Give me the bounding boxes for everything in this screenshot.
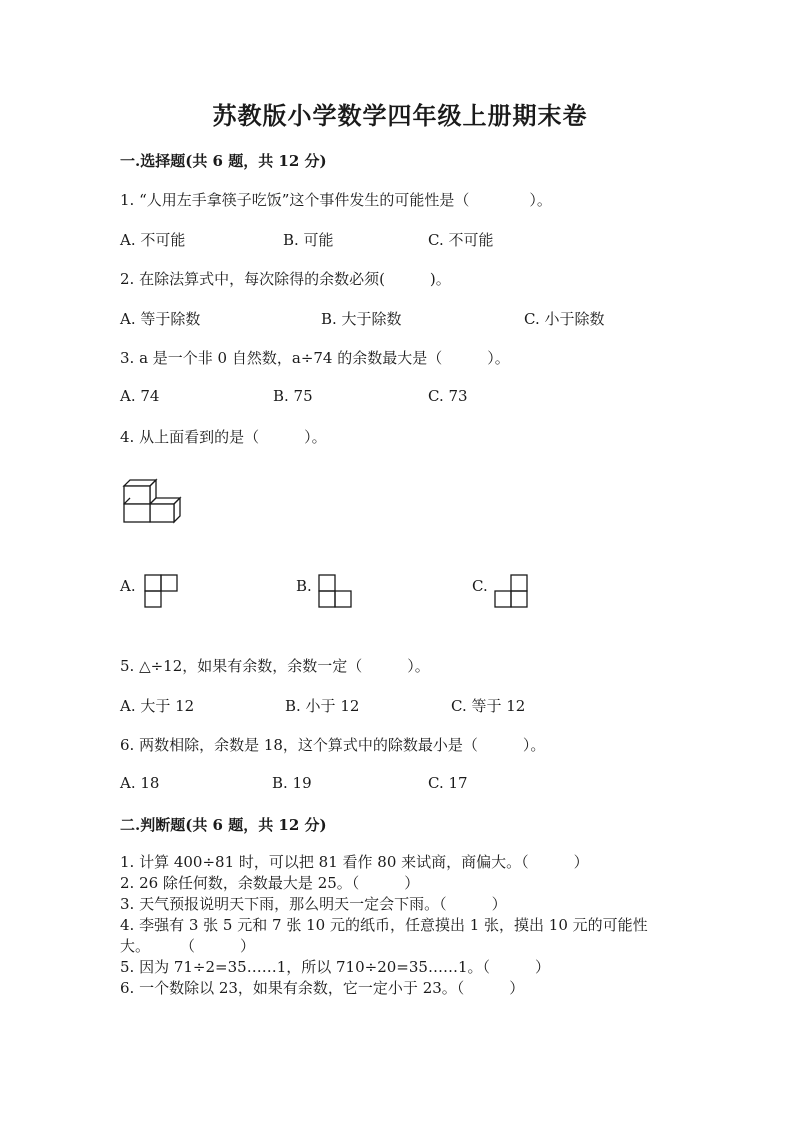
question-4: 4. 从上面看到的是（ ）。 [120, 428, 327, 446]
section-heading-choice: 一.选择题(共 6 题，共 12 分) [120, 152, 327, 170]
q6-option-b: B. 19 [272, 774, 312, 792]
judge-item-5: 5. 因为 71÷2=35……1，所以 710÷20=35……1。（ ） [120, 958, 550, 976]
q4-option-c-figure [494, 574, 528, 608]
q3-option-b: B. 75 [273, 387, 313, 405]
judge-item-2: 2. 26 除任何数，余数最大是 25。（ ） [120, 874, 420, 892]
q2-option-a: A. 等于除数 [120, 310, 201, 328]
judge-item-6: 6. 一个数除以 23，如果有余数，它一定小于 23。（ ） [120, 979, 525, 997]
q1-option-b: B. 可能 [283, 231, 334, 249]
question-1: 1. “人用左手拿筷子吃饭”这个事件发生的可能性是（ ）。 [120, 191, 552, 209]
judge-item-1: 1. 计算 400÷81 时，可以把 81 看作 80 来试商，商偏大。（ ） [120, 853, 589, 871]
q4-option-b: B. [296, 577, 312, 595]
judge-item-4: 4. 李强有 3 张 5 元和 7 张 10 元的纸币，任意摸出 1 张，摸出 10 元的可能性 [120, 916, 648, 934]
q5-option-a: A. 大于 12 [120, 697, 195, 715]
q4-option-a-figure [144, 574, 178, 608]
q3-option-c: C. 73 [428, 387, 468, 405]
q4-option-c: C. [472, 577, 488, 595]
q2-option-c: C. 小于除数 [524, 310, 605, 328]
q4-option-a: A. [120, 577, 136, 595]
q2-option-b: B. 大于除数 [321, 310, 402, 328]
page-title: 苏教版小学数学四年级上册期末卷 [212, 101, 588, 130]
q1-option-c: C. 不可能 [428, 231, 494, 249]
question-6: 6. 两数相除，余数是 18，这个算式中的除数最小是（ ）。 [120, 736, 546, 754]
judge-item-3: 3. 天气预报说明天下雨，那么明天一定会下雨。（ ） [120, 895, 507, 913]
question-3: 3. a 是一个非 0 自然数，a÷74 的余数最大是（ ）。 [120, 349, 510, 367]
question-2: 2. 在除法算式中，每次除得的余数必须( )。 [120, 270, 451, 288]
stacked-cubes-figure [118, 478, 184, 528]
judge-item-4-cont: 大。 （ ） [120, 937, 256, 955]
section-heading-judge: 二.判断题(共 6 题，共 12 分) [120, 816, 327, 834]
q3-option-a: A. 74 [120, 387, 160, 405]
q1-option-a: A. 不可能 [120, 231, 186, 249]
q6-option-c: C. 17 [428, 774, 468, 792]
q6-option-a: A. 18 [120, 774, 160, 792]
q5-option-c: C. 等于 12 [451, 697, 526, 715]
question-5: 5. △÷12，如果有余数，余数一定（ ）。 [120, 657, 430, 675]
q5-option-b: B. 小于 12 [285, 697, 360, 715]
q4-option-b-figure [318, 574, 352, 608]
